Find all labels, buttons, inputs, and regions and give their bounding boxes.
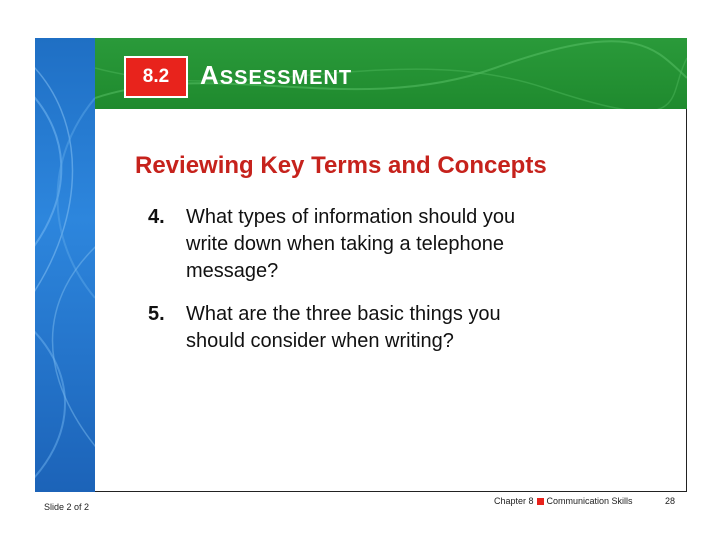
section-number-badge: 8.2	[124, 56, 188, 98]
chapter-title: Communication Skills	[546, 496, 633, 506]
question-line: write down when taking a telephone	[186, 233, 504, 255]
question-line: What are the three basic things you	[186, 303, 501, 325]
question-item	[148, 301, 501, 355]
question-number: 5.	[148, 303, 165, 325]
question-line: What types of information should you	[186, 206, 516, 228]
chapter-footer	[494, 496, 633, 506]
side-decoration-bar	[35, 38, 95, 492]
slide-counter: Slide 2 of 2	[44, 502, 90, 512]
page-number: 28	[665, 496, 676, 506]
question-line: message?	[186, 260, 279, 282]
chapter-label: Chapter 8	[494, 496, 534, 506]
section-title-initial: A	[200, 60, 220, 90]
square-bullet-icon	[537, 498, 544, 505]
page-title: Reviewing Key Terms and Concepts	[135, 152, 547, 179]
question-line: should consider when writing?	[186, 330, 454, 352]
question-item	[148, 204, 515, 285]
question-number: 4.	[148, 206, 165, 228]
section-title-rest: SSESSMENT	[219, 67, 353, 89]
section-title	[200, 60, 352, 91]
